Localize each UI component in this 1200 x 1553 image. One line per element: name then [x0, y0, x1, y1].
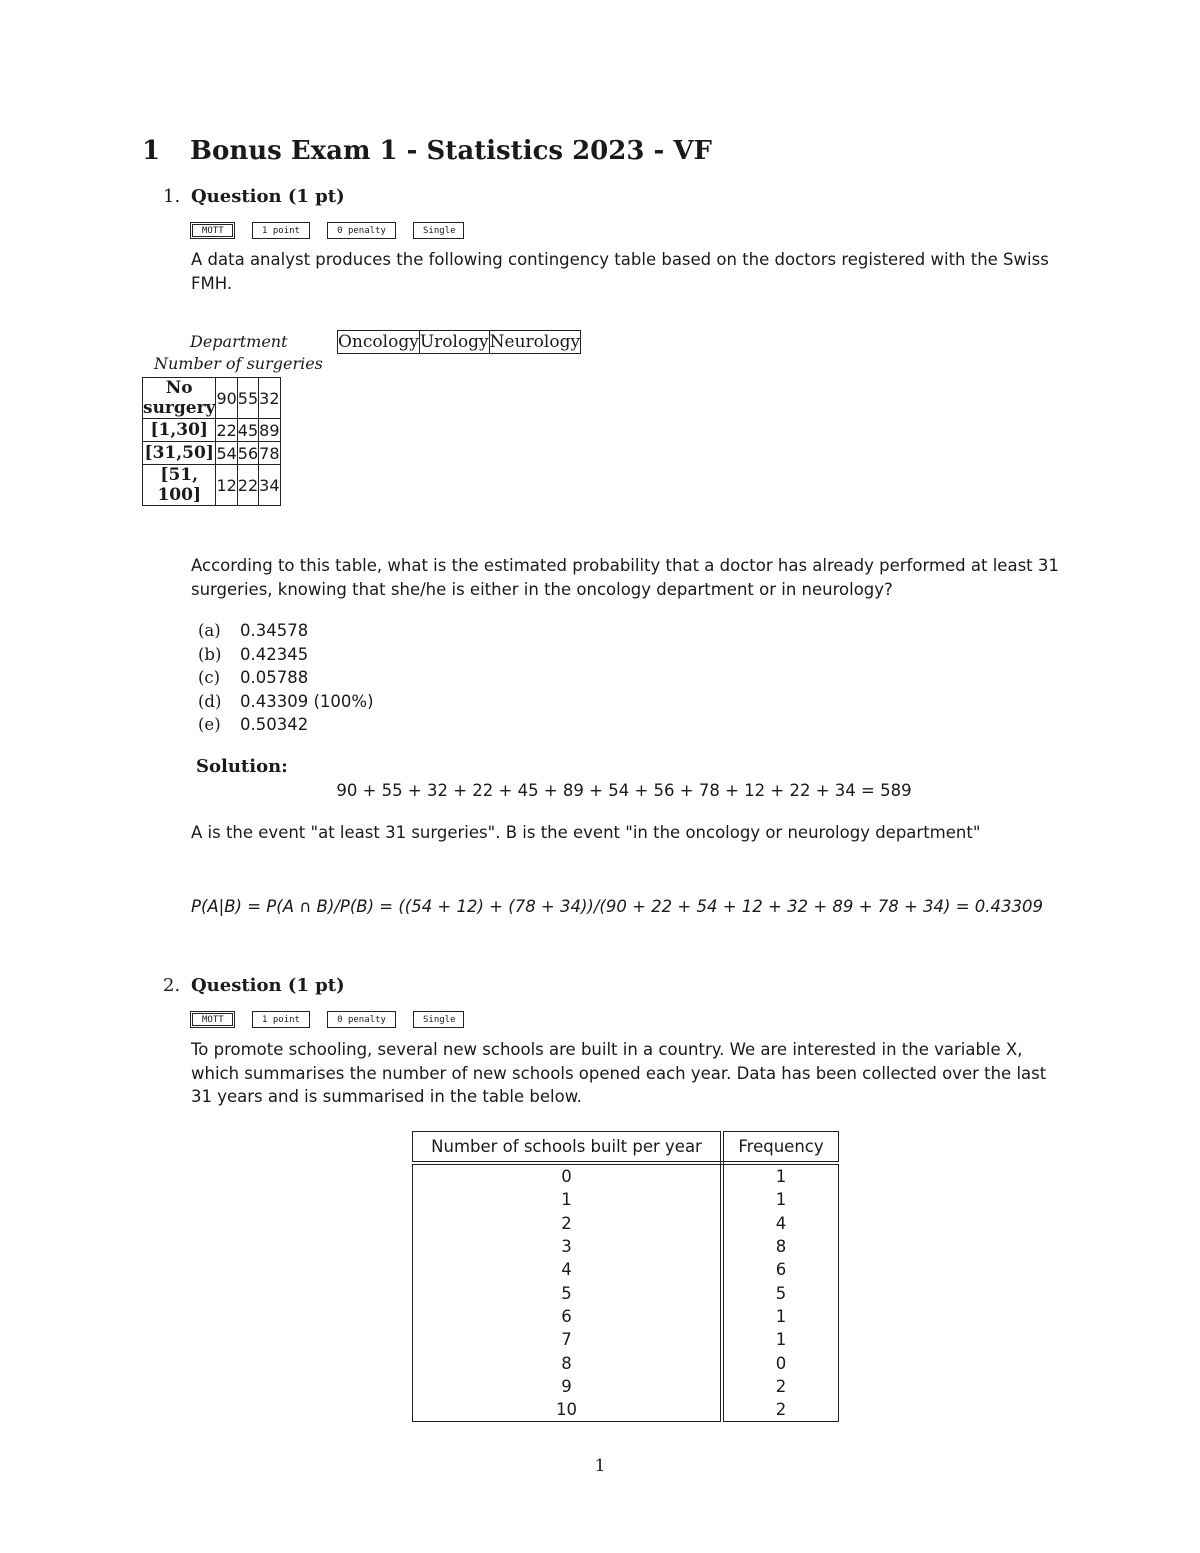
option-d[interactable] — [198, 690, 374, 714]
cell: 2 — [775, 1376, 787, 1396]
cell: 90 — [216, 378, 237, 419]
option-text: 0.50342 — [240, 715, 309, 734]
col-header-neurology: Neurology — [489, 332, 581, 352]
table-row — [143, 419, 281, 442]
table-body — [142, 377, 281, 506]
cell: 54 — [216, 443, 237, 463]
cell: 55 — [237, 378, 258, 419]
cell: 22 — [216, 420, 237, 440]
option-label: (d) — [198, 691, 222, 711]
option-e[interactable] — [198, 713, 374, 737]
q1-tag-mode: Single — [413, 222, 464, 239]
cell: 78 — [259, 443, 280, 463]
cell: 8 — [775, 1237, 787, 1257]
option-a[interactable] — [198, 619, 374, 643]
cell: 45 — [237, 420, 259, 440]
cell: 3 — [413, 1235, 723, 1258]
solution-events: A is the event "at least 31 surgeries". B is the event "in the oncology or neurology department" — [191, 823, 981, 842]
q2-tags — [190, 1011, 481, 1028]
solution-label: Solution: — [196, 756, 288, 777]
table-row — [143, 465, 281, 506]
cell: 1 — [775, 1190, 787, 1210]
cell: 6 — [775, 1260, 787, 1280]
table-row — [413, 1375, 839, 1398]
option-text: 0.05788 — [240, 668, 309, 687]
cell: 4 — [413, 1258, 723, 1281]
q2-title: Question (1 pt) — [191, 975, 345, 996]
table-row — [413, 1351, 839, 1374]
table-row — [143, 442, 281, 465]
frequency-table — [412, 1131, 839, 1422]
q1-intro: A data analyst produces the following contingency table based on the doctors registered with the Swiss FMH. — [191, 250, 1049, 293]
q2-intro: To promote schooling, several new schools are built in a country. We are interested in the variable X, which summarises the number of new schools opened each year. Data has been collected over the last 31 years and is summarised in the table below. — [191, 1040, 1047, 1106]
row-label: No surgery — [143, 378, 216, 418]
row-label: [1,30] — [143, 419, 216, 442]
option-label: (c) — [198, 668, 221, 687]
table-row — [413, 1398, 839, 1422]
option-label: (e) — [198, 715, 221, 734]
table-row — [413, 1305, 839, 1328]
cell: 12 — [216, 465, 237, 506]
table-row — [413, 1235, 839, 1258]
option-text: 0.43309 (100%) — [240, 691, 374, 711]
cell: 9 — [413, 1375, 723, 1398]
option-label: (b) — [198, 644, 222, 664]
cell: 2 — [775, 1400, 787, 1420]
cell: 89 — [259, 420, 280, 440]
cell: 1 — [775, 1306, 787, 1326]
cell: 34 — [259, 465, 280, 506]
cell: 1 — [775, 1167, 787, 1187]
cell: 5 — [413, 1281, 723, 1304]
cell: 4 — [775, 1213, 787, 1233]
page-number: 1 — [594, 1456, 606, 1476]
solution-sum: 90 + 55 + 32 + 22 + 45 + 89 + 54 + 56 + 78 + 12 + 22 + 34 = 589 — [336, 781, 912, 800]
q1-tag-penalty: 0 penalty — [327, 222, 396, 239]
table-row — [413, 1188, 839, 1211]
q1-tags — [190, 222, 481, 239]
cell: 6 — [413, 1305, 723, 1328]
cell: 1 — [775, 1330, 787, 1350]
table-corner-surgeries: Number of surgeries — [154, 354, 323, 373]
table-row — [413, 1281, 839, 1304]
q2-tag-penalty: 0 penalty — [327, 1011, 396, 1028]
table-row — [413, 1212, 839, 1235]
cell: 2 — [413, 1212, 723, 1235]
cell: 22 — [237, 465, 258, 506]
option-b[interactable] — [198, 643, 374, 667]
section-title: Bonus Exam 1 - Statistics 2023 - VF — [190, 136, 712, 166]
q1-tag-points: 1 point — [252, 222, 310, 239]
section-number: 1 — [142, 136, 161, 166]
table-row — [413, 1328, 839, 1351]
q1-tag-type: MOTT — [190, 222, 235, 239]
cell: 0 — [413, 1163, 723, 1188]
cell: 7 — [413, 1328, 723, 1351]
q1-options — [198, 619, 374, 737]
col-header-oncology: Oncology — [338, 332, 419, 352]
q2-tag-mode: Single — [413, 1011, 464, 1028]
q2-tag-type: MOTT — [190, 1011, 235, 1028]
option-c[interactable] — [198, 666, 374, 690]
cell: 5 — [775, 1283, 787, 1303]
q1-number: 1. — [163, 186, 181, 207]
row-label: [51, 100] — [143, 465, 216, 506]
col-header-urology: Urology — [419, 332, 489, 352]
q2-number: 2. — [163, 975, 181, 996]
option-label: (a) — [198, 621, 221, 640]
q2-tag-points: 1 point — [252, 1011, 310, 1028]
table-row — [413, 1258, 839, 1281]
table-row — [413, 1163, 839, 1188]
freq-col-header-frequency: Frequency — [722, 1132, 839, 1164]
option-text: 0.42345 — [240, 644, 309, 664]
table-corner-department: Department — [190, 332, 288, 351]
cell: 56 — [237, 443, 259, 463]
table-row — [143, 378, 281, 419]
cell: 0 — [775, 1353, 787, 1373]
cell: 10 — [413, 1398, 723, 1422]
solution-formula: P(A|B) = P(A ∩ B)/P(B) = ((54 + 12) + (78 + 34))/(90 + 22 + 54 + 12 + 32 + 89 + 78 + 34) = 0.43309 — [191, 897, 1044, 916]
freq-col-header-schools: Number of schools built per year — [413, 1132, 723, 1164]
q1-question: According to this table, what is the estimated probability that a doctor has already performed at least 31 surgeries, knowing that she/he is either in the oncology department or in neurology? — [191, 556, 1059, 599]
cell: 32 — [259, 378, 280, 419]
table-column-headers — [337, 330, 581, 354]
section-heading — [142, 136, 712, 166]
cell: 8 — [413, 1351, 723, 1374]
cell: 1 — [413, 1188, 723, 1211]
row-label: [31,50] — [143, 442, 216, 465]
q1-title: Question (1 pt) — [191, 186, 345, 207]
option-text: 0.34578 — [240, 621, 309, 640]
